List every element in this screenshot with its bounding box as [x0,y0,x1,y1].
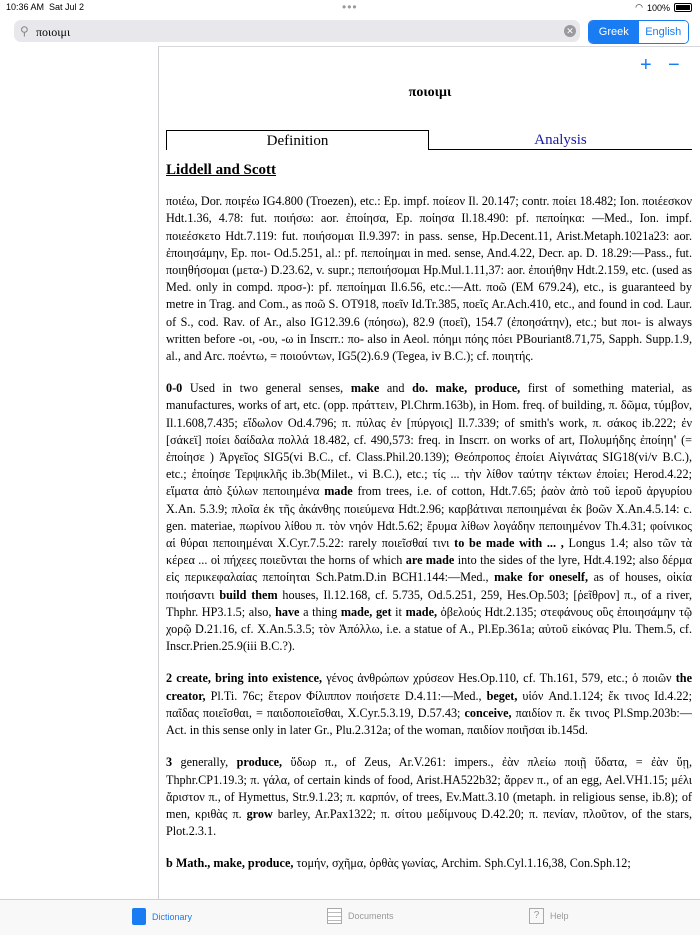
status-time: 10:36 AM Sat Jul 2 [6,2,85,12]
tab-documents[interactable]: Documents [327,908,394,924]
status-bar [0,0,700,16]
multitask-dots-icon[interactable]: ••• [342,0,358,14]
documents-icon [327,908,342,924]
wifi-icon: ◠ [635,2,643,12]
tab-analysis[interactable]: Analysis [429,130,692,150]
entry-intro: ποιέω, Dor. ποιϝέω IG4.800 (Troezen), etc.: Ep. impf. ποίεον Il. 20.147; contr. ποίει 18.482; Ion. ποιέεσκον Hdt.1.36, 4.78: fut. ποιήσω: aor. ἐποίησα, Ep. ποίησα Il.18.490: pf. πεποίηκα: —Med., Ion. impf. ποιεέσκετο Hdt.7.119: fut. ποιήσομαι Il.9.397: in pass. sense, Hp.Decent.11, Arist.Metaph.1021a23: aor. ἐποιησάμην, Ep. ποι- Od.5.251, al.: pf. πεποίημαι in med. sense, And.4.22, Decr. ap. D. 18.29:—Pass., fut. ποιηθήσομαι (μετα-) D.23.62, v. supr.; πεποιήσομαι Hp.Mul.1.11,37: aor. ἐποιήθην Hdt.2.159, etc. (used as Med. only in compd. προσ-): pf. πεποίημαι Il.6.56, etc.:—Att. ποῶ (EM 679.24), etc., is guaranteed by metre in Trag. and Com., as ποῶ S. OT918, ποεῖν Id.Tr.385, ποεῖς Ar.Ach.410, etc., and found in cod. Laur. of S., cod. Rav. of Ar., also IG12.39.6 (πόησω), 82.9 (ποεῖ), 154.7 (ἐποησάτην), etc.; but ποι- is always written before -οι, -ου, -ω in Inscrr.: πο- also in Aeol. πόημι πόης πόει PBouriant8.71,75, Sapph. Supp.1.9, al., and Arc. ποέντω, = ποιούντων, IG5(2).6.9 (Tegea, iv B.C.); cf. ποιητής. [166,194,692,364]
language-selector[interactable] [588,20,689,44]
sense-3: 3 generally, produce, ὕδωρ π., of Zeus, Ar.V.261: impers., ἐὰν πλείω ποιῇ ὕδατα, = ἐὰν ὕῃ, Thphr.CP1.19.3; π. γάλα, of certain kinds of food, Arist.HA522b32; ἄρρεν π., of an egg, Ael.VH1.15; μέλι ἄριστον π., of Hymettus, Str.9.1.23; π. καρπόν, of trees, Ev.Matt.3.10 (metaph. in religious sense, ib.8); of men, κριθὰς π. grow barley, Ar.Pax1322; π. σίτου μεδίμνους D.42.20; π. πενίαν, πλοῦτον, of the stars, Plot.2.3.1. [166,755,692,839]
page-title: ποιοιμι [408,85,452,100]
clear-icon[interactable]: ✕ [564,25,576,37]
source-title: Liddell and Scott [166,162,277,178]
status-right [635,2,692,13]
greek-button[interactable]: Greek [589,21,639,43]
english-button[interactable]: English [639,21,689,43]
sidebar [0,46,159,899]
battery-percent: 100% [646,2,670,13]
tab-help[interactable]: ? Help [529,908,569,924]
search-bar[interactable] [14,20,580,42]
search-input[interactable]: ποιοιμι [36,25,71,39]
tab-definition[interactable]: Definition [166,130,429,150]
tab-bar [166,130,692,150]
sense-3b: b Math., make, produce, τομήν, σχῆμα, ὀρθὰς γωνίας, Archim. Sph.Cyl.1.16,38, Con.Sph.12; [166,856,631,871]
definition-content [166,160,692,898]
battery-icon [674,3,692,12]
sense-1: 0-0 Used in two general senses, make and do. make, produce, first of something material, as manufactures, works of art, etc. (opp. πράττειν, Pl.Chrm.163b), in Hom. freq. of building, π. δῶμα, τύμβον, Il.1.608,7.435; εἴδωλον Od.4.796; π. πύλας ἐν [πύργοις] Il.7.339; of smith's work, π. σάκος ib.222; ἐν [σάκεϊ] ποίει δαίδαλα πολλά 18.482, cf. 490,573: freq. in Inscrr. on works of art, Πολυμήδης ἐποίηη' (= ἐποίησε ) Ἀργεῖος SIG5(vi B.C., cf. Class.Phil.20.139); Θεόπροπος ἐποίει Αἰγινάτας SIG18(vi/v B.C.), etc.; ἐποίησε Τερψικλῆς ib.3b(Milet., vi B.C.), etc.; τίς ... τὴν λίθον ταύτην τέκτων ἐποίει; Herod.4.22; εἵματα ἀπὸ ξύλων πεποιημένα made from trees, i.e. of cotton, Hdt.7.65; ῥαὸν ἀπὸ τοῦ ἱεροῦ ἀργυρίου X.An. 5.3.9; πλοῖα ἐκ τῆς ἀκάνθης ποιεύμενα Hdt.2.96; καρβάτιναι πεποιημέναι ἐκ βοῶν X.An.4.5.14: c. gen. materiae, πωρίνου λίθου π. τὸν νηόν Hdt.5.62; ἔρυμα λίθων λογάδην πεποιημένον Th.4.31; φοίνικος αἱ θύραι πεποιημέναι X.Cyr.7.5.22: rarely ποιεῖσθαί τινι to be made with ... , Longus 1.4; also τῶν τὰ κέρεα ... οἱ πήχεες ποιεῦνται the horns of which are made into the sides of the lyre, Hdt.4.192; also δέρμα εἰς περικεφαλαίας πεποίηται Sch.Patm.D.in BCH1.144:—Med., make for oneself, as of houses, οἰκία ποιήσαντι build them houses, Il.12.168, cf. 5.735, Od.5.251, 259, Hes.Op.503; [ῥεῖθρον] π., of a river, Thphr. HP3.1.5; also, have a thing made, get it made, ὀβελούς Hdt.2.135; στεφάνους οὓς ἐποιησάμην τῷ χορῷ D.21.16, cf. X.An.5.3.5; τὸν Ἀπόλλω, i.e. a statue of A., Pl.Ep.361a; αὐτοῦ εἰκόνας Plu. Them.5, cf. Inscr.Prien.25.9(iii B.C.?). [166,381,692,654]
zoom-out-button[interactable]: − [668,54,680,76]
tab-dictionary[interactable]: Dictionary [132,908,192,925]
sense-2: 2 create, bring into existence, γένος ἀνθρώπων χρύσεον Hes.Op.110, cf. Th.161, 579, etc.; ὁ ποιῶν the creator, Pl.Ti. 76c; ἕτερον Φίλιππον ποιήσετε D.4.11:—Med., beget, υἱόν And.1.124; ἔκ τινος Id.4.22; παῖδας ποιεῖσθαι, = παιδοποιεῖσθαι, X.Cyr.5.3.19, D.57.43; conceive, παιδίον π. ἔκ τινος Pl.Smp.203b:—Act. in this sense only in later Gr., Plu.2.312a; of the woman, παιδίον ποιῆσαι ib.145d. [166,671,692,738]
search-icon: ⚲ [20,24,29,38]
dictionary-icon [132,908,146,925]
help-icon: ? [529,908,544,924]
bottom-tab-bar [0,899,700,935]
zoom-in-button[interactable]: + [640,54,652,76]
